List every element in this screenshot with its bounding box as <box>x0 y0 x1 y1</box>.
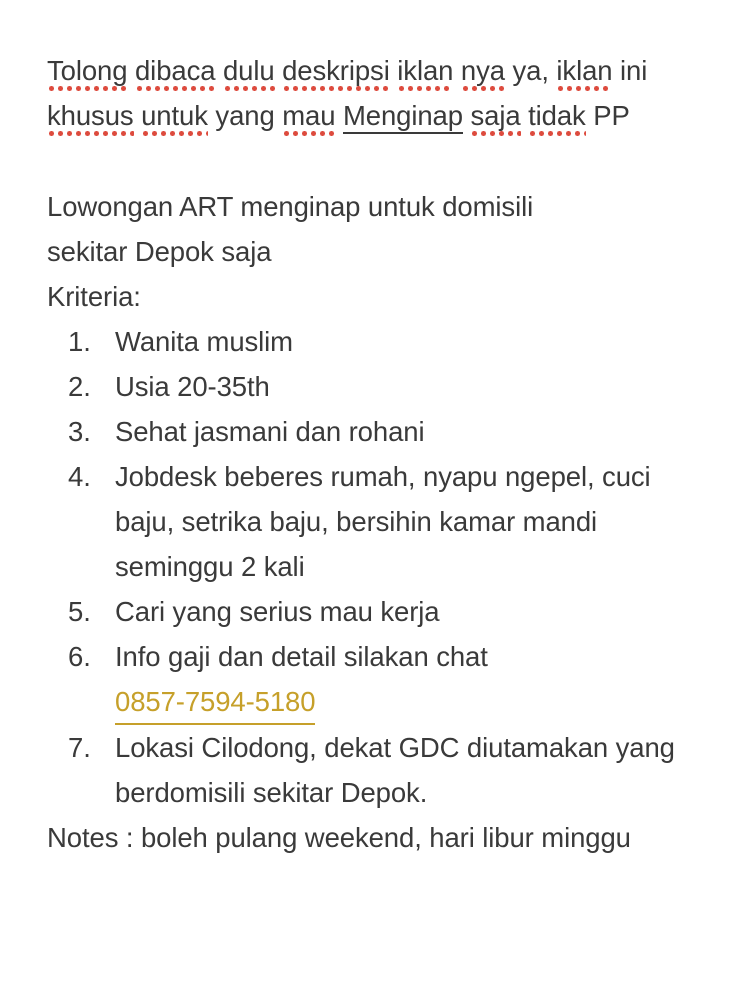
intro-word-iklan-2: iklan <box>556 55 612 93</box>
notes-text: Notes : boleh pulang weekend, hari libur minggu <box>47 822 631 853</box>
list-item-text: Sehat jasmani dan rohani <box>115 416 425 447</box>
intro-word-ya: ya, <box>512 55 549 86</box>
list-item-text: Jobdesk beberes rumah, nyapu ngepel, cuci baju, setrika baju, bersihin kamar mandi seminggu 2 kali <box>115 461 651 582</box>
intro-word-dibaca: dibaca <box>135 55 215 93</box>
intro-word-pp: PP <box>593 100 630 131</box>
intro-word-saja: saja <box>470 100 520 138</box>
list-item <box>47 364 707 409</box>
paragraph-spacer <box>47 138 707 184</box>
intro-paragraph <box>47 48 707 138</box>
intro-word-iklan-1: iklan <box>397 55 453 93</box>
phone-number-link[interactable]: 0857-7594-5180 <box>115 682 315 725</box>
list-item-text: Lokasi Cilodong, dekat GDC diutamakan yang berdomisili sekitar Depok. <box>115 732 675 808</box>
list-item <box>47 725 707 815</box>
intro-word-deskripsi: deskripsi <box>282 55 390 93</box>
criteria-heading: Kriteria: <box>47 281 141 312</box>
list-item <box>47 634 707 725</box>
intro-word-yang: yang <box>215 100 275 131</box>
body-line-2: sekitar Depok saja <box>47 236 272 267</box>
list-item-text: Info gaji dan detail silakan chat <box>115 641 488 672</box>
intro-word-ini: ini <box>620 55 648 86</box>
body-line-1: Lowongan ART menginap untuk domisili <box>47 191 534 222</box>
criteria-list <box>47 319 707 815</box>
intro-word-untuk: untuk <box>141 100 208 138</box>
list-item-text: Cari yang serius mau kerja <box>115 596 440 627</box>
intro-word-dulu: dulu <box>223 55 275 93</box>
intro-word-mau: mau <box>282 100 335 138</box>
intro-word-nya: nya <box>461 55 505 93</box>
notes-paragraph <box>47 815 687 860</box>
list-item <box>47 454 707 589</box>
list-item <box>47 319 707 364</box>
intro-word-menginap-emphasis: Menginap <box>343 100 463 134</box>
list-item-text: Wanita muslim <box>115 326 293 357</box>
list-item <box>47 589 707 634</box>
body-paragraph <box>47 184 687 319</box>
intro-word-tidak: tidak <box>528 100 586 138</box>
intro-word-tolong: Tolong <box>47 55 127 93</box>
list-item-text: Usia 20-35th <box>115 371 270 402</box>
intro-word-khusus: khusus <box>47 100 134 138</box>
list-item <box>47 409 707 454</box>
